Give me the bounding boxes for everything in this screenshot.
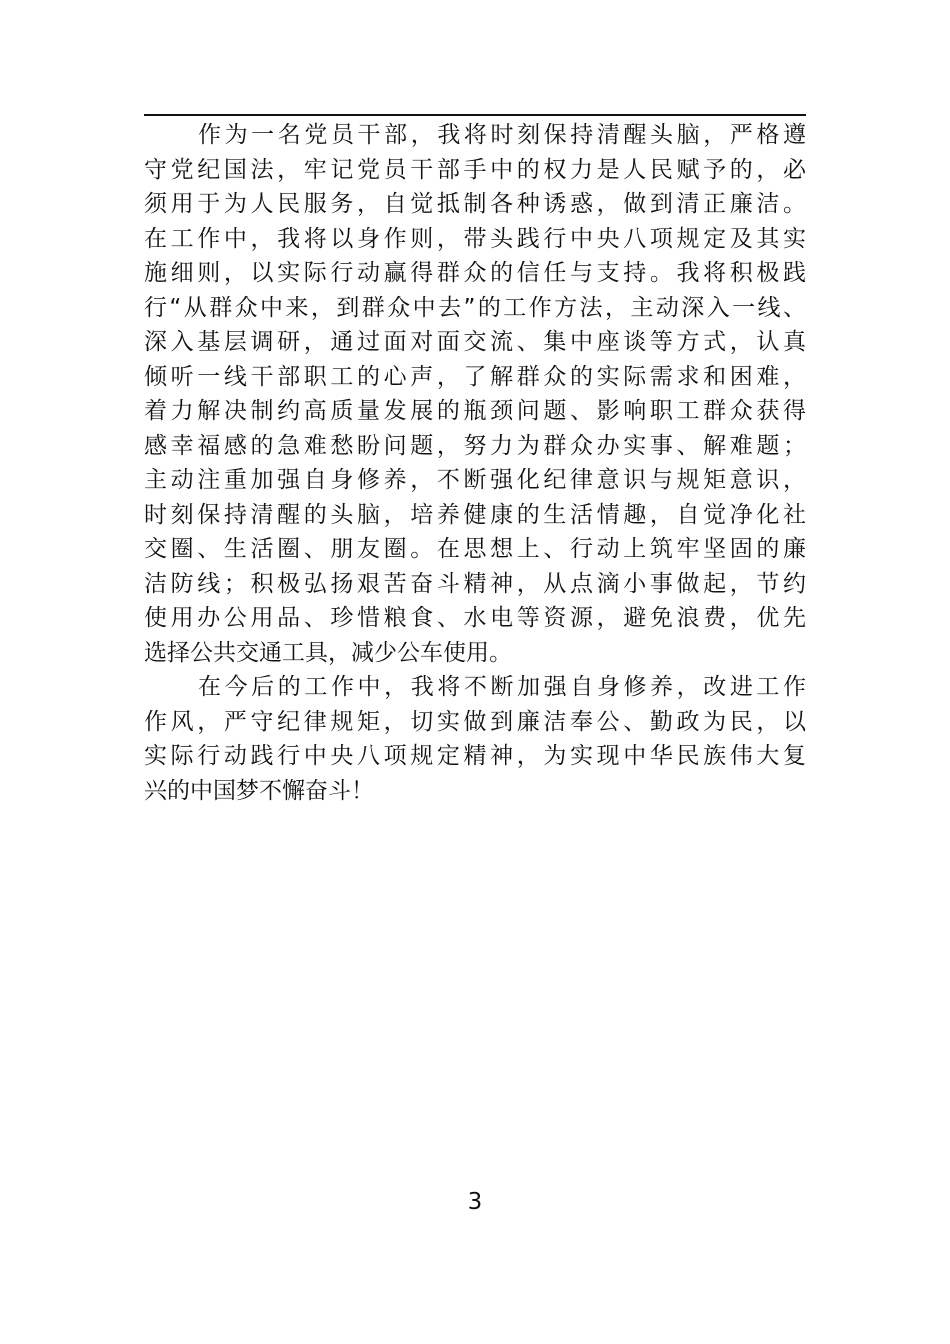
- text-line: 使用办公用品、珍惜粮食、水电等资源，避免浪费，优先: [144, 605, 806, 631]
- text-line: 洁防线；积极弘扬艰苦奋斗精神，从点滴小事做起，节约: [144, 570, 806, 597]
- text-line: 着力解决制约高质量发展的瓶颈问题、影响职工群众获得: [144, 398, 806, 424]
- text-line: 选择公共交通工具，减少公车使用。: [144, 639, 512, 666]
- text-line: 兴的中国梦不懈奋斗！: [144, 777, 374, 804]
- text-line: 主动注重加强自身修养，不断强化纪律意识与规矩意识，: [144, 467, 806, 493]
- text-line: 交圈、生活圈、朋友圈。在思想上、行动上筑牢坚固的廉: [144, 536, 806, 562]
- text-line: 感幸福感的急难愁盼问题，努力为群众办实事、解难题；: [144, 432, 806, 459]
- text-line: 实际行动践行中央八项规定精神，为实现中华民族伟大复: [144, 743, 806, 769]
- body-text: [144, 118, 806, 808]
- text-line: 作为一名党员干部，我将时刻保持清醒头脑，严格遵: [198, 122, 806, 148]
- text-line: 在工作中，我将以身作则，带头践行中央八项规定及其实: [144, 225, 806, 252]
- text-line: 深入基层调研，通过面对面交流、集中座谈等方式，认真: [144, 329, 806, 355]
- header-rule: [144, 114, 806, 116]
- text-line: 时刻保持清醒的头脑，培养健康的生活情趣，自觉净化社: [144, 501, 806, 528]
- text-line: 作风，严守纪律规矩，切实做到廉洁奉公、勤政为民，以: [144, 708, 806, 735]
- text-line: 倾听一线干部职工的心声，了解群众的实际需求和困难，: [144, 363, 806, 390]
- text-line: 守党纪国法，牢记党员干部手中的权力是人民赋予的，必: [144, 156, 806, 183]
- text-line: 须用于为人民服务，自觉抵制各种诱惑，做到清正廉洁。: [144, 191, 806, 217]
- paragraph-2: [144, 670, 806, 808]
- text-line: 行“从群众中来，到群众中去”的工作方法，主动深入一线、: [144, 294, 806, 321]
- page-number: 3: [467, 1189, 483, 1215]
- text-line: 施细则，以实际行动赢得群众的信任与支持。我将积极践: [144, 260, 806, 286]
- paragraph-1: [144, 118, 806, 670]
- text-line: 在今后的工作中，我将不断加强自身修养，改进工作: [198, 674, 806, 700]
